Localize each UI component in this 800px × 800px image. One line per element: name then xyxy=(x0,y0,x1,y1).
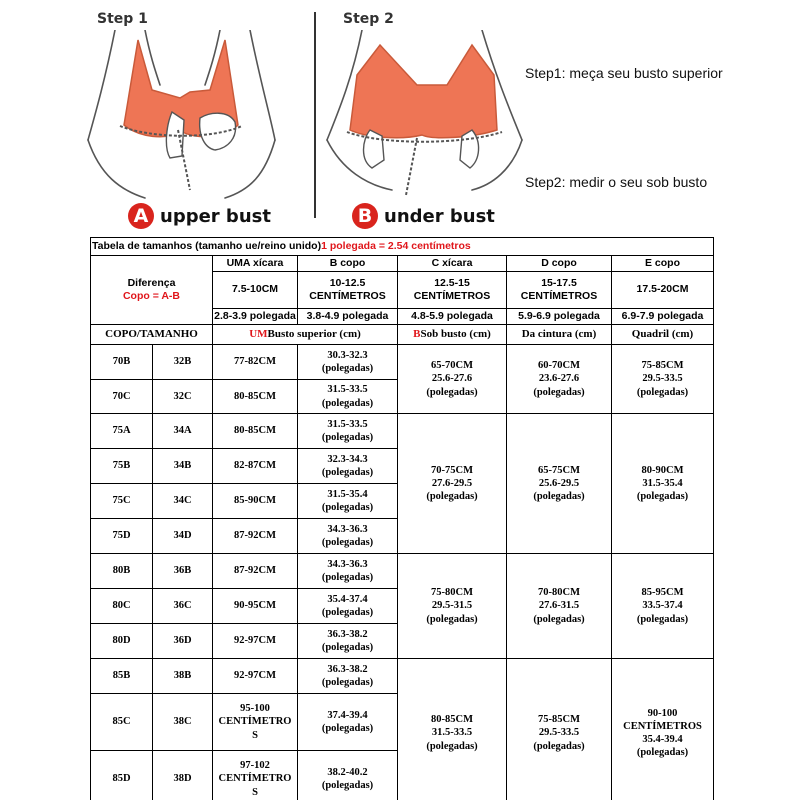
step-divider xyxy=(314,12,316,218)
under-bust-value-text-line: 70-75CM xyxy=(431,464,473,476)
waist-value xyxy=(507,345,612,414)
bust-inch-text-line: 32.3-34.3 xyxy=(327,453,368,465)
bust-cm-text xyxy=(213,494,297,507)
table-row xyxy=(91,414,714,449)
bust-inch-text xyxy=(298,523,397,549)
hip-value-text-line: 35.4-39.4 xyxy=(642,734,683,745)
table-row xyxy=(91,345,714,380)
bust-inch-text xyxy=(298,663,397,689)
bust-cm xyxy=(213,414,298,449)
bust-inch-text-line: 37.4-39.4 xyxy=(327,709,368,721)
bust-cm-text-line: 92-97CM xyxy=(234,635,276,647)
table-row xyxy=(91,659,714,694)
table-title-inch: 1 polegada = 2.54 centímetros xyxy=(321,239,471,252)
uk-size: 34C xyxy=(153,484,213,519)
bust-inch-text-line: 31.5-33.5 xyxy=(327,418,368,430)
hip-value-text-line: CENTÍMETROS xyxy=(623,720,702,732)
bust-cm-text-line: 87-92CM xyxy=(234,565,276,577)
bust-cm xyxy=(213,345,298,380)
cup-cm xyxy=(398,272,507,309)
bust-inch xyxy=(298,519,398,554)
badge-b-text: under bust xyxy=(384,205,495,227)
bust-cm-text xyxy=(213,759,297,798)
bust-cm xyxy=(213,380,298,414)
hip-value-text xyxy=(612,359,713,398)
hip-value-text-line: (polegadas) xyxy=(636,747,689,759)
bust-inch-text-line: 38.2-40.2 xyxy=(327,766,368,778)
under-bust-value-text-line: 65-70CM xyxy=(431,360,473,372)
bust-cm xyxy=(213,519,298,554)
hip-value-text-line: 33.5-37.4 xyxy=(642,600,683,612)
uk-size: 36B xyxy=(153,554,213,589)
bust-cm-text-line: 80-85CM xyxy=(234,425,276,437)
hip-value-text xyxy=(612,707,713,760)
waist-value-text-line: 23.6-27.6 xyxy=(538,373,580,385)
bust-inch-text-line: (polegadas) xyxy=(321,723,374,734)
under-bust-value-text-line: 25.6-27.6 xyxy=(431,373,473,385)
uk-size: 34B xyxy=(153,449,213,484)
waist-value xyxy=(507,414,612,554)
bust-inch-text xyxy=(298,453,397,479)
bust-inch-text-line: (polegadas) xyxy=(321,607,374,618)
bust-inch xyxy=(298,624,398,659)
diff-label: Diferença xyxy=(127,276,176,289)
bust-cm-text xyxy=(213,634,297,647)
eu-size: 80B xyxy=(91,554,153,589)
bust-inch xyxy=(298,380,398,414)
bust-inch-text xyxy=(298,558,397,584)
eu-size: 85D xyxy=(91,751,153,800)
col-size: COPO/TAMANHO xyxy=(91,325,213,345)
bust-inch-text-line: (polegadas) xyxy=(321,432,374,443)
bust-cm-text-line: CENTÍMETRO xyxy=(218,716,292,728)
hip-value-text-line: (polegadas) xyxy=(636,386,689,398)
bust-inch-text xyxy=(298,766,397,792)
cup-name: C xícara xyxy=(398,256,507,272)
col-under-red: B xyxy=(413,327,421,340)
under-bust-value-text-line: 31.5-33.5 xyxy=(431,727,473,739)
bust-inch-text xyxy=(298,383,397,409)
bust-inch-text xyxy=(298,349,397,375)
cup-cm-text-line: 12.5-15 xyxy=(434,276,470,289)
upper-bust-illustration-icon xyxy=(60,30,310,200)
cup-name: B copo xyxy=(298,256,398,272)
hip-value-text xyxy=(612,586,713,625)
bust-cm-text xyxy=(213,669,297,682)
eu-size: 80D xyxy=(91,624,153,659)
bust-inch-text-line: (polegadas) xyxy=(321,677,374,688)
bust-cm-text-line: 80-85CM xyxy=(234,390,276,402)
hip-value-text-line: (polegadas) xyxy=(636,613,689,625)
bust-inch-text-line: (polegadas) xyxy=(321,780,374,791)
bust-inch-text-line: (polegadas) xyxy=(321,397,374,409)
waist-value-text xyxy=(507,713,611,752)
bust-cm-text xyxy=(213,355,297,368)
under-bust-value-text-line: (polegadas) xyxy=(426,740,478,752)
bust-inch-text-line: (polegadas) xyxy=(321,502,374,513)
eu-size: 80C xyxy=(91,589,153,624)
bust-cm xyxy=(213,659,298,694)
step2-label: Step 2 xyxy=(343,11,394,27)
table-title-text: Tabela de tamanhos (tamanho ue/reino unido) xyxy=(92,239,322,252)
under-bust-value-text-line: 29.5-31.5 xyxy=(431,600,473,612)
cup-cm-text-line: 7.5-10CM xyxy=(231,283,279,296)
cup-cm xyxy=(612,272,714,309)
badge-b-letter: B xyxy=(352,203,378,229)
bust-cm-text xyxy=(213,702,297,741)
step1-label: Step 1 xyxy=(97,11,148,27)
cup-cm-text-line: 15-17.5 xyxy=(541,276,577,289)
waist-value xyxy=(507,659,612,800)
under-bust-value-text xyxy=(398,464,506,503)
size-chart-table xyxy=(90,237,714,800)
uk-size: 36D xyxy=(153,624,213,659)
under-bust-value xyxy=(398,345,507,414)
bust-inch xyxy=(298,554,398,589)
bust-inch-text xyxy=(298,488,397,514)
waist-value-text-line: 27.6-31.5 xyxy=(538,600,580,612)
bust-cm-text xyxy=(213,529,297,542)
bust-cm-text-line: 92-97CM xyxy=(234,670,276,682)
bust-inch xyxy=(298,694,398,751)
bust-cm xyxy=(213,694,298,751)
cup-inch: 3.8-4.9 polegada xyxy=(298,309,398,325)
cup-inch: 2.8-3.9 polegada xyxy=(213,309,298,325)
under-bust-value-text-line: (polegadas) xyxy=(426,386,478,398)
cup-name: E copo xyxy=(612,256,714,272)
hip-value-text-line: 75-85CM xyxy=(641,360,684,372)
bust-inch-text-line: 31.5-35.4 xyxy=(327,488,368,500)
table-row xyxy=(91,554,714,589)
cup-cm-text xyxy=(612,283,713,296)
bust-inch-text-line: 31.5-33.5 xyxy=(327,384,368,396)
col-under-bust xyxy=(398,325,507,345)
cup-cm xyxy=(298,272,398,309)
col-hip: Quadril (cm) xyxy=(612,325,714,345)
bust-inch-text xyxy=(298,709,397,735)
uk-size: 38D xyxy=(153,751,213,800)
cup-cm-text xyxy=(398,277,506,303)
bust-inch xyxy=(298,751,398,800)
cup-cm xyxy=(507,272,612,309)
uk-size: 32B xyxy=(153,345,213,380)
bust-cm-text-line: 95-100 xyxy=(240,703,270,715)
under-bust-value-text xyxy=(398,586,506,625)
bust-cm-text-line: 87-92CM xyxy=(234,530,276,542)
col-upper-red: UM xyxy=(249,327,268,340)
diff-formula: Copo = A-B xyxy=(122,290,181,302)
hip-value-text-line: 85-95CM xyxy=(641,587,684,599)
bust-cm-text-line: S xyxy=(252,729,258,741)
cup-name: UMA xícara xyxy=(213,256,298,272)
hip-value xyxy=(612,414,714,554)
bust-inch xyxy=(298,589,398,624)
under-bust-value xyxy=(398,414,507,554)
table-title-row xyxy=(91,238,714,256)
badge-a-letter: A xyxy=(128,203,154,229)
hip-value-text-line: 31.5-35.4 xyxy=(642,477,683,489)
waist-value-text-line: 70-80CM xyxy=(538,587,580,599)
bust-inch-text-line: (polegadas) xyxy=(321,363,374,374)
waist-value-text-line: 29.5-33.5 xyxy=(538,727,580,739)
step1-instruction: Step1: meça seu busto superior xyxy=(525,65,723,81)
bust-inch-text-line: 34.3-36.3 xyxy=(327,558,368,570)
waist-value-text-line: (polegadas) xyxy=(533,491,585,503)
eu-size: 70B xyxy=(91,345,153,380)
hip-value-text-line: 80-90CM xyxy=(641,464,684,476)
eu-size: 70C xyxy=(91,380,153,414)
under-bust-value-text-line: (polegadas) xyxy=(426,613,478,625)
bust-cm-text-line: 82-87CM xyxy=(234,460,276,472)
cup-inch: 6.9-7.9 polegada xyxy=(612,309,714,325)
uk-size: 36C xyxy=(153,589,213,624)
badge-a-text: upper bust xyxy=(160,205,271,227)
bra-shape-2 xyxy=(350,45,497,138)
uk-size: 38C xyxy=(153,694,213,751)
bust-inch xyxy=(298,414,398,449)
bust-cm-text xyxy=(213,459,297,472)
bust-cm-text-line: 77-82CM xyxy=(234,356,276,368)
bust-inch-text-line: (polegadas) xyxy=(321,642,374,653)
table-title xyxy=(91,238,714,256)
cup-cm-text xyxy=(507,277,611,303)
cup-cm-text xyxy=(213,283,297,296)
hip-value xyxy=(612,554,714,659)
col-upper-text: Busto superior (cm) xyxy=(267,327,361,340)
eu-size: 75D xyxy=(91,519,153,554)
cup-inch: 5.9-6.9 polegada xyxy=(507,309,612,325)
hip-value xyxy=(612,345,714,414)
bust-inch-text-line: (polegadas) xyxy=(321,572,374,583)
col-waist: Da cintura (cm) xyxy=(507,325,612,345)
cup-inch: 4.8-5.9 polegada xyxy=(398,309,507,325)
step2-instruction: Step2: medir o seu sob busto xyxy=(525,174,708,190)
hip-value-text-line: 90-100 xyxy=(647,707,678,719)
bust-cm-text xyxy=(213,424,297,437)
bust-cm-text xyxy=(213,390,297,403)
eu-size: 85C xyxy=(91,694,153,751)
under-bust-value-text-line: 27.6-29.5 xyxy=(431,477,473,489)
cup-cm-text xyxy=(298,277,397,303)
bust-cm xyxy=(213,484,298,519)
eu-size: 85B xyxy=(91,659,153,694)
cup-cm-text-line: CENTÍMETROS xyxy=(413,290,491,302)
under-bust-value-text-line: 80-85CM xyxy=(431,714,473,726)
cup-cm-text-line: 17.5-20CM xyxy=(636,283,689,296)
waist-value-text-line: 60-70CM xyxy=(538,360,580,372)
bust-cm xyxy=(213,624,298,659)
bust-inch-text xyxy=(298,593,397,619)
waist-value-text-line: 65-75CM xyxy=(538,464,580,476)
waist-value-text-line: (polegadas) xyxy=(533,740,585,752)
under-bust-value-text xyxy=(398,359,506,398)
uk-size: 34A xyxy=(153,414,213,449)
bust-cm xyxy=(213,449,298,484)
bust-inch-text-line: (polegadas) xyxy=(321,467,374,478)
uk-size: 38B xyxy=(153,659,213,694)
cup-cm-text-line: CENTÍMETROS xyxy=(520,290,598,302)
hip-value xyxy=(612,659,714,800)
cup-cm xyxy=(213,272,298,309)
cup-cm-text-line: CENTÍMETROS xyxy=(309,290,386,302)
bust-cm-text-line: CENTÍMETRO xyxy=(218,773,292,785)
waist-value-text-line: (polegadas) xyxy=(533,386,585,398)
eu-size: 75B xyxy=(91,449,153,484)
bust-cm-text-line: S xyxy=(252,786,258,798)
under-bust-value xyxy=(398,659,507,800)
under-bust-badge xyxy=(352,203,495,229)
bust-inch xyxy=(298,449,398,484)
bust-cm-text xyxy=(213,599,297,612)
uk-size: 34D xyxy=(153,519,213,554)
bust-cm xyxy=(213,751,298,800)
upper-bust-badge xyxy=(128,203,271,229)
bust-inch xyxy=(298,345,398,380)
eu-size: 75A xyxy=(91,414,153,449)
col-upper-bust xyxy=(213,325,398,345)
waist-value-text xyxy=(507,359,611,398)
bust-inch-text xyxy=(298,418,397,444)
waist-value-text-line: 75-85CM xyxy=(538,714,580,726)
waist-value-text xyxy=(507,464,611,503)
diff-cell xyxy=(91,256,213,325)
waist-value xyxy=(507,554,612,659)
bust-inch-text-line: 35.4-37.4 xyxy=(327,593,368,605)
cup-name: D copo xyxy=(507,256,612,272)
bust-cm xyxy=(213,554,298,589)
bust-inch-text-line: (polegadas) xyxy=(321,537,374,548)
bust-inch-text-line: 36.3-38.2 xyxy=(327,663,368,675)
bust-inch xyxy=(298,484,398,519)
column-header-row xyxy=(91,325,714,345)
bust-inch-text-line: 36.3-38.2 xyxy=(327,628,368,640)
under-bust-value xyxy=(398,554,507,659)
cup-name-row xyxy=(91,256,714,272)
waist-value-text xyxy=(507,586,611,625)
under-bust-value-text-line: (polegadas) xyxy=(426,491,478,503)
hip-value-text-line: 29.5-33.5 xyxy=(642,373,683,385)
bust-inch-text-line: 30.3-32.3 xyxy=(327,349,368,361)
hip-value-text xyxy=(612,464,713,503)
under-bust-value-text-line: 75-80CM xyxy=(431,587,473,599)
col-under-text: Sob busto (cm) xyxy=(420,327,491,340)
bust-cm-text xyxy=(213,564,297,577)
bust-cm xyxy=(213,589,298,624)
bust-cm-text-line: 85-90CM xyxy=(234,495,276,507)
bust-inch-text xyxy=(298,628,397,654)
waist-value-text-line: 25.6-29.5 xyxy=(538,477,580,489)
bust-inch-text-line: 34.3-36.3 xyxy=(327,523,368,535)
eu-size: 75C xyxy=(91,484,153,519)
bust-cm-text-line: 97-102 xyxy=(240,760,270,772)
cup-cm-text-line: 10-12.5 xyxy=(329,276,366,289)
bust-inch xyxy=(298,659,398,694)
waist-value-text-line: (polegadas) xyxy=(533,613,585,625)
bust-cm-text-line: 90-95CM xyxy=(234,600,276,612)
under-bust-value-text xyxy=(398,713,506,752)
under-bust-illustration-icon xyxy=(322,30,532,200)
hip-value-text-line: (polegadas) xyxy=(636,491,689,503)
uk-size: 32C xyxy=(153,380,213,414)
